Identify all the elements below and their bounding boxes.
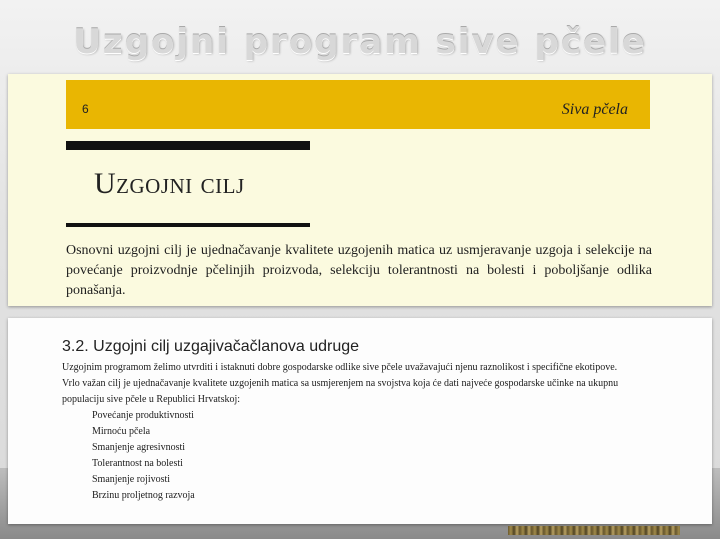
body-paragraph: Osnovni uzgojni cilj je ujednačavanje kvalitete uzgojenih matica uz usmjeravanje uzgoja i selekcije na povećanje proizvodnje pčelinjih proizvoda, selekciju tolerantnosti na bolesti i poboljšanje odlika ponašanja. (66, 243, 652, 298)
list-item: Smanjenje agresivnosti (92, 442, 186, 453)
page-number: 6 (82, 102, 89, 116)
list-item: Smanjenje rojivosti (92, 474, 171, 485)
running-title: Siva pčela (561, 101, 628, 118)
honeycomb-image-strip (508, 526, 680, 535)
document-excerpt-top (8, 74, 712, 306)
section-heading: Uzgojni cilj (94, 167, 245, 200)
paragraph-intro: Uzgojnim programom želimo utvrditi i istaknuti dobre gospodarske odlike sive pčele uvažavajući njenu raznolikost i specifične ekotipove. (62, 362, 618, 373)
subsection-heading: 3.2. Uzgojni cilj uzgajivačačlanova udruge (62, 338, 360, 355)
heading-rule-bottom (66, 223, 310, 227)
document-excerpt-bottom (8, 318, 712, 524)
list-item: Tolerantnost na bolesti (92, 458, 183, 469)
subsection-body (62, 360, 662, 504)
goals-list (62, 408, 662, 504)
page-header-band (66, 80, 650, 129)
list-item: Mirnoću pčela (92, 426, 151, 437)
slide-title: Uzgojni program sive pčele (73, 22, 647, 62)
heading-rule-top (66, 141, 310, 150)
list-item: Brzinu proljetnog razvoja (92, 490, 195, 501)
paragraph-goal: Vrlo važan cilj je ujednačavanje kvalitete uzgojenih matica sa usmjerenjem na svojstva koja će dati najveće gospodarske učinke na ukupnu populaciju sive pčele u Republici Hrvatskoj: (62, 378, 619, 405)
list-item: Povećanje produktivnosti (92, 410, 194, 421)
